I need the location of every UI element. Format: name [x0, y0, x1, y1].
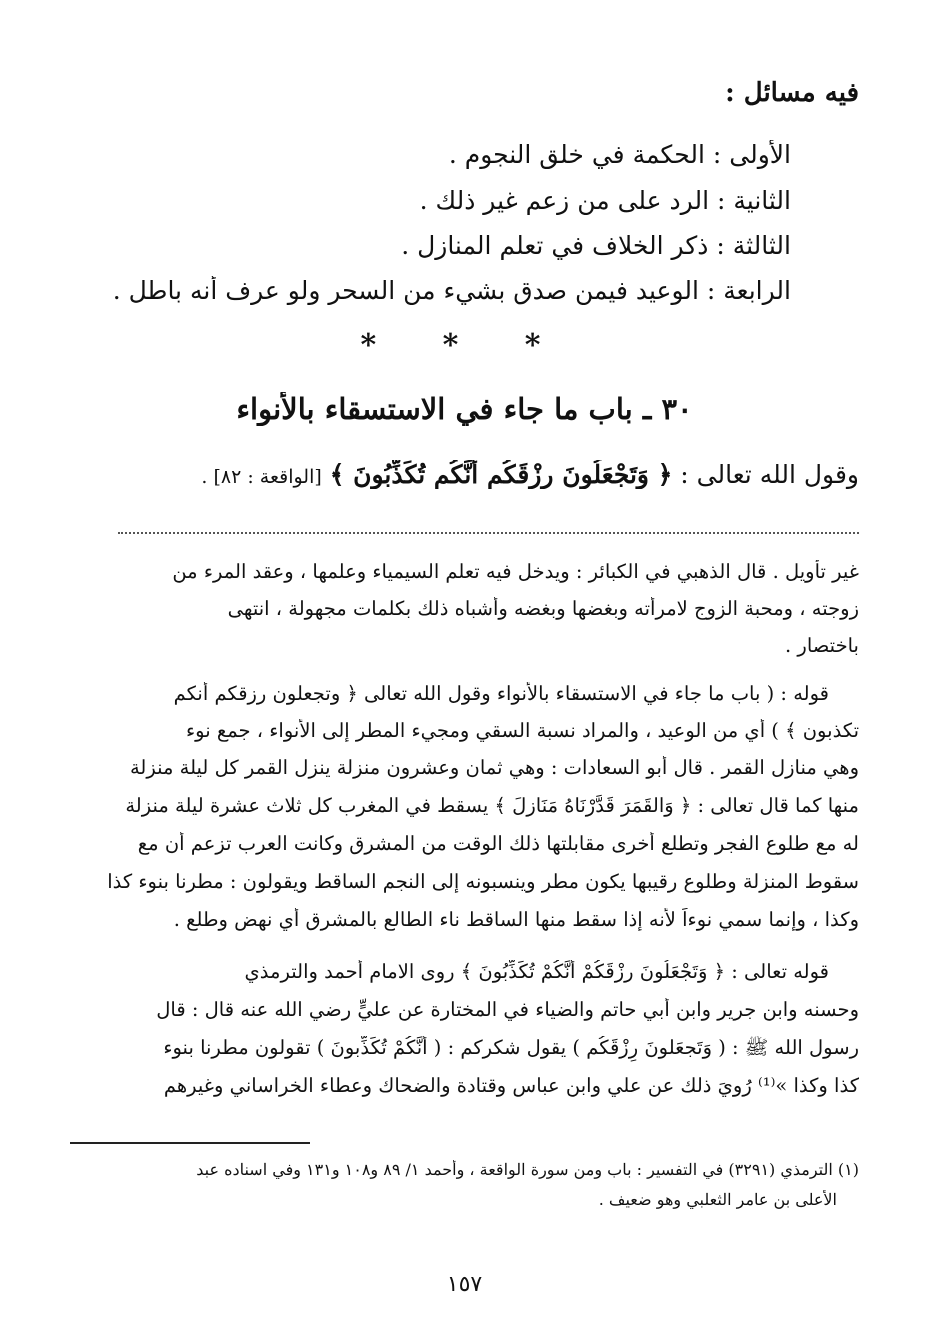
- commentary-line: غير تأويل . قال الذهبي في الكبائر : ويدخل فيه تعلم السيمياء وعلمها ، وعقد المرء من: [172, 560, 859, 583]
- commentary-line: باختصار .: [785, 634, 859, 657]
- masala-item-2: [70, 186, 791, 215]
- masala-text: الحكمة في خلق النجوم .: [448, 140, 705, 169]
- masala-label: الثانية :: [717, 186, 791, 215]
- commentary-line: كذا وكذا »⁽¹⁾ رُوِيَ ذلك عن علي وابن عباس وقتادة والضحاك وعطاء الخراساني وغيرهم: [163, 1074, 859, 1097]
- masala-item-3: [70, 231, 791, 260]
- footnote-line: (١) الترمذي (٣٢٩١) في التفسير : باب ومن سورة الواقعة ، وأحمد ١/ ٨٩ و١٠٨ و١٣١ وفي اسناده عبد: [196, 1160, 859, 1179]
- masail-heading: فيه مسائل :: [725, 78, 859, 108]
- masala-label: الرابعة :: [706, 276, 791, 305]
- masala-item-4: [70, 276, 791, 305]
- commentary-line: رسول الله ﷺ : ( وَتَجعَلونَ رِزْقَكُم ) يقول شكركم : ( أَنَّكُمْ تُكَذِّبونَ ) تقولون مطرنا بنوء: [163, 1036, 859, 1059]
- footnote-rule: [70, 1142, 310, 1144]
- masala-text: الوعيد فيمن صدق بشيء من السحر ولو عرف أنه باطل .: [112, 276, 699, 305]
- commentary-line: وكذا ، وإنما سمي نوءاً لأنه إذا سقط منها الساقط ناء الطالع بالمشرق أي نهض وطلع .: [173, 908, 859, 931]
- verse-intro: وقول الله تعالى :: [680, 460, 859, 489]
- commentary-line: زوجته ، ومحبة الزوج لامرأته وبغضها وبغضه وأشباه ذلك بكلمات مجهولة ، انتهى: [227, 597, 859, 620]
- masala-text: الرد على من زعم غير ذلك .: [419, 186, 710, 215]
- masala-label: الأولى :: [712, 140, 791, 169]
- dotted-divider: [118, 532, 859, 534]
- footnote-line: الأعلى بن عامر الثعلبي وهو ضعيف .: [598, 1190, 837, 1209]
- quran-verse: ﴿ وَتَجْعَلُونَ رِزْقَكُم أَنَّكُم تُكَذِّبُونَ ﴾: [329, 460, 673, 489]
- chapter-title: ٣٠ ـ باب ما جاء في الاستسقاء بالأنواء: [236, 392, 693, 426]
- commentary-line: قوله تعالى : ﴿ وَتَجْعَلُونَ رِزْقَكُمْ أَنَّكُمْ تُكَذِّبُونَ ﴾ روى الامام أحمد والترمذي: [244, 960, 829, 983]
- commentary-line: وهي منازل القمر . قال أبو السعادات : وهي ثمان وعشرون منزلة ينزل القمر كل ليلة منزلة: [129, 756, 859, 779]
- commentary-line: له مع طلوع الفجر وتطلع أخرى مقابلتها ذلك الوقت من المشرق وكانت العرب تزعم أن مع: [137, 832, 859, 855]
- masala-item-1: [70, 140, 791, 169]
- commentary-line: قوله : ( باب ما جاء في الاستسقاء بالأنواء وقول الله تعالى ﴿ وتجعلون رزقكم أنكم: [173, 682, 829, 705]
- commentary-line: منها كما قال تعالى : ﴿ وَالقَمَرَ قَدَّرْنَاهُ مَنَازِلَ ﴾ يسقط في المغرب كل ثلاث عشرة ليلة منزلة: [125, 794, 859, 817]
- commentary-line: سقوط المنزلة وطلوع رقيبها يكون مطر وينسبونه إلى النجم الساقط ويقولون : مطرنا بنوء كذا: [107, 870, 859, 893]
- section-separator: * * *: [360, 328, 569, 363]
- commentary-line: وحسنه وابن جرير وابن أبي حاتم والضياء في المختارة عن عليٍّ رضي الله عنه قال : قال: [156, 998, 859, 1021]
- commentary-line: تكذبون ﴾ ) أي من الوعيد ، والمراد نسبة السقي ومجيء المطر إلى الأنواء ، جمع نوء: [185, 719, 859, 742]
- masala-label: الثالثة :: [716, 231, 791, 260]
- verse-reference: [الواقعة : ٨٢] .: [201, 466, 322, 488]
- page-number: ١٥٧: [446, 1272, 483, 1297]
- masala-text: ذكر الخلاف في تعلم المنازل .: [401, 231, 709, 260]
- verse-line: [70, 460, 859, 489]
